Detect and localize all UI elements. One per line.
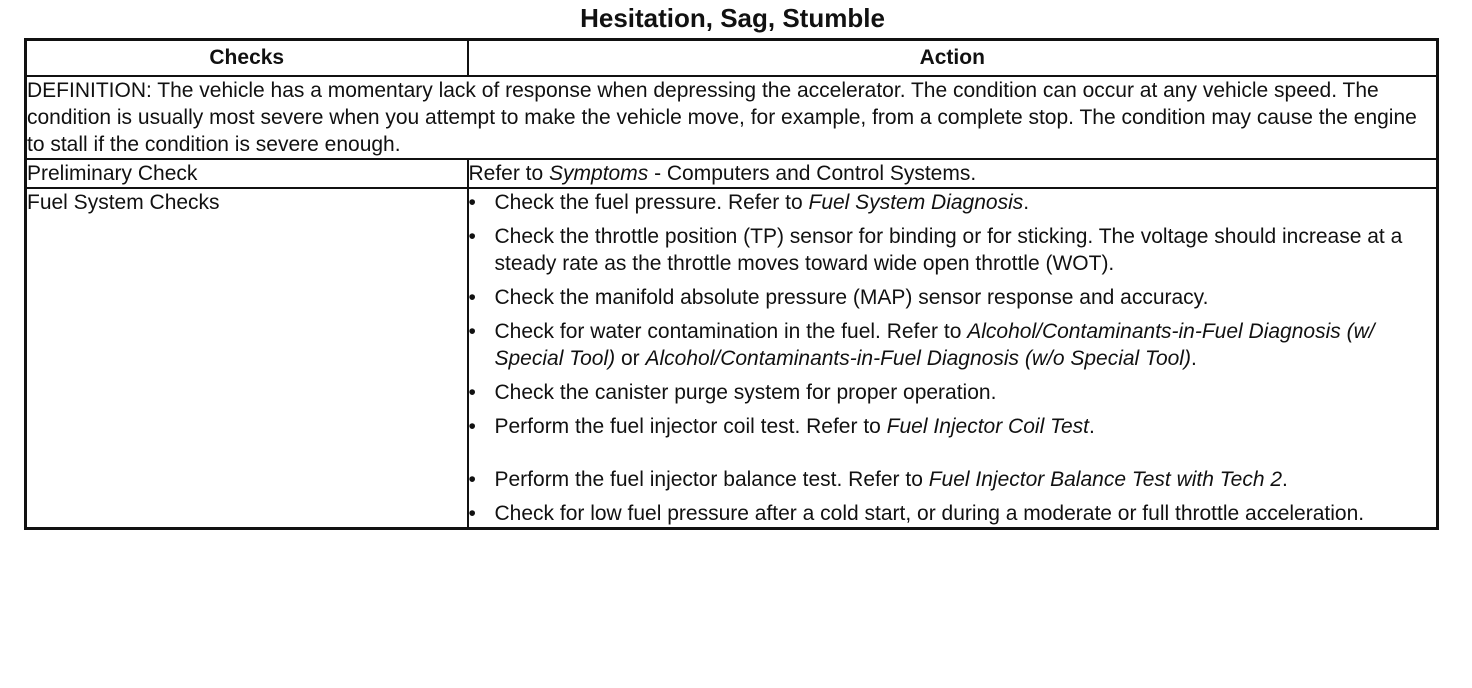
action-text: Check the manifold absolute pressure (MAP) sensor response and accuracy. bbox=[494, 286, 1209, 309]
action-text: Check the throttle position (TP) sensor for binding or for sticking. The voltage should increase at a steady rate as the throttle moves toward wide open throttle (WOT). bbox=[494, 225, 1403, 275]
column-header-action: Action bbox=[468, 40, 1438, 77]
action-text: . bbox=[1282, 468, 1288, 491]
action-text: . bbox=[1088, 415, 1095, 438]
bullet-icon: • bbox=[468, 286, 476, 309]
list-item bbox=[469, 379, 1437, 406]
action-text: Refer to bbox=[468, 162, 550, 185]
action-text: Check the fuel pressure. Refer to bbox=[494, 191, 809, 214]
action-text: Check the canister purge system for proper operation. bbox=[494, 381, 997, 404]
reference-link: Fuel Injector Coil Test bbox=[886, 415, 1089, 438]
action-cell-preliminary bbox=[468, 159, 1438, 188]
table-header-row bbox=[26, 40, 1438, 77]
bullet-icon: • bbox=[468, 502, 476, 525]
reference-link: Fuel System Diagnosis bbox=[808, 191, 1024, 214]
reference-link: Symptoms bbox=[549, 162, 649, 185]
list-item bbox=[469, 189, 1437, 216]
table-row bbox=[26, 159, 1438, 188]
action-text: Perform the fuel injector balance test. Refer to bbox=[494, 468, 929, 491]
action-text: or bbox=[615, 347, 646, 370]
action-text: - Computers and Control Systems. bbox=[648, 162, 977, 185]
column-header-checks: Checks bbox=[26, 40, 468, 77]
definition-text: DEFINITION: The vehicle has a momentary lack of response when depressing the accelerator. The condition can occur at any vehicle speed. The condition is usually most severe when you attempt to make the vehicle move, for example, from a complete stop. The condition may cause the engine to stall if the condition is severe enough. bbox=[26, 76, 1438, 159]
action-list bbox=[469, 189, 1437, 527]
bullet-icon: • bbox=[468, 381, 476, 404]
diagnostic-table bbox=[24, 38, 1439, 530]
action-text: Perform the fuel injector coil test. Refer to bbox=[494, 415, 887, 438]
check-cell-preliminary: Preliminary Check bbox=[26, 159, 468, 188]
page-title: Hesitation, Sag, Stumble bbox=[580, 3, 885, 33]
list-item bbox=[469, 223, 1437, 277]
definition-row bbox=[26, 76, 1438, 159]
action-text: Check for water contamination in the fuel. Refer to bbox=[494, 320, 968, 343]
list-item bbox=[469, 413, 1437, 440]
action-text: . bbox=[1190, 347, 1197, 370]
bullet-icon: • bbox=[468, 191, 476, 214]
action-cell-fuel-system bbox=[468, 188, 1438, 529]
list-item bbox=[469, 318, 1437, 372]
bullet-icon: • bbox=[468, 468, 476, 491]
list-item bbox=[469, 466, 1437, 493]
table-row bbox=[26, 188, 1438, 529]
list-item bbox=[469, 284, 1437, 311]
list-item bbox=[469, 500, 1437, 527]
action-text: Check for low fuel pressure after a cold start, or during a moderate or full throttle acceleration. bbox=[494, 502, 1365, 525]
reference-link: Alcohol/Contaminants-in-Fuel Diagnosis (w/ Special Tool) bbox=[494, 320, 1375, 370]
bullet-icon: • bbox=[468, 320, 476, 343]
bullet-icon: • bbox=[468, 415, 476, 438]
bullet-icon: • bbox=[468, 225, 476, 248]
action-text: . bbox=[1023, 191, 1030, 214]
check-cell-fuel-system: Fuel System Checks bbox=[26, 188, 468, 529]
reference-link: Alcohol/Contaminants-in-Fuel Diagnosis (w/o Special Tool) bbox=[645, 347, 1191, 370]
reference-link: Fuel Injector Balance Test with Tech 2 bbox=[928, 468, 1283, 491]
